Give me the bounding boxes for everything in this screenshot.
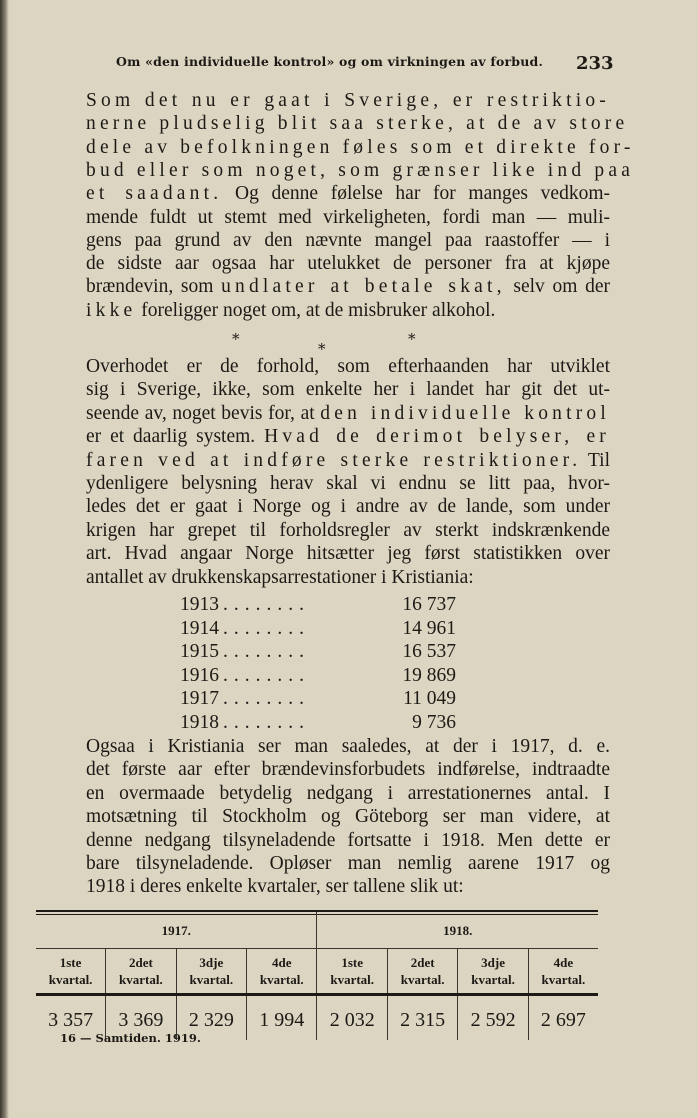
year-header: 1917. <box>36 912 317 949</box>
spaced-emphasis-text: den individuelle kontrol <box>320 402 610 424</box>
text-segment: de sidste aar ogsaa har utelukket de personer fra at kjøpe <box>86 253 610 275</box>
quarter-header-text: 4de <box>272 955 292 970</box>
arrest-value: 16 737 <box>402 594 456 615</box>
text-line <box>86 759 610 781</box>
text-line <box>86 783 610 805</box>
arrest-year: 1915 <box>180 641 219 662</box>
text-line <box>86 379 610 401</box>
text-line <box>86 403 610 425</box>
book-binding-edge <box>0 0 9 1118</box>
text-segment: antallet av drukkenskapsarrestationer i Kristiania: <box>86 566 474 588</box>
text-line <box>86 473 610 495</box>
text-line <box>86 300 610 322</box>
arrest-dots: ........ <box>223 641 310 662</box>
text-line <box>86 830 610 852</box>
quarter-header-text: kvartal. <box>189 972 234 987</box>
text-line <box>86 276 610 298</box>
text-line <box>86 90 610 112</box>
text-segment: mende fuldt ut stemt med virkeligheten, fordi man — muli- <box>86 206 610 228</box>
text-segment: en overmaade betydelig nedgang i arrestationernes antal. I <box>86 782 610 804</box>
arrest-year: 1918 <box>180 711 219 733</box>
quarter-header-text: kvartal. <box>330 972 375 987</box>
quarter-header-text: 2det <box>410 955 435 970</box>
quarter-header-text: 3dje <box>199 955 224 970</box>
text-segment: er et daarlig system. <box>86 426 265 448</box>
quarter-header <box>317 949 387 995</box>
quarter-header-text: 2det <box>128 955 153 970</box>
arrest-value: 11 049 <box>403 688 456 709</box>
arrest-row <box>180 641 456 663</box>
quarter-header-text: 3dje <box>481 955 505 970</box>
arrest-year: 1916 <box>180 664 219 686</box>
quarter-header-text: kvartal. <box>48 972 93 987</box>
arrest-dots: ........ <box>223 617 310 639</box>
text-line <box>86 230 610 252</box>
quarter-value: 3 357 <box>36 995 106 1041</box>
quarter-value: 2 329 <box>176 995 246 1041</box>
quarter-value: 2 697 <box>540 1008 586 1031</box>
quarter-header <box>106 949 176 995</box>
page-number: 233 <box>576 53 614 74</box>
text-segment: Til <box>581 449 610 471</box>
text-line <box>86 853 610 875</box>
text-segment: denne nedgang tilsyneladende fortsatte i 1918. Men dette er <box>86 829 610 851</box>
spaced-emphasis-text: nerne pludselig blit saa sterke, at de av store <box>86 113 629 135</box>
spaced-emphasis-text: undlater at betale skat, <box>221 276 506 298</box>
text-segment: selv om der <box>505 276 610 298</box>
arrest-row <box>180 665 456 687</box>
text-line <box>86 426 610 448</box>
separator-asterisk: * <box>232 330 240 348</box>
text-line <box>86 356 610 378</box>
quarter-header-text: kvartal. <box>400 972 445 987</box>
text-segment: Ogsaa i Kristiania ser man saaledes, at der i 1917, d. e. <box>86 736 610 757</box>
year-header: 1918. <box>443 922 473 938</box>
text-segment: brændevin, som <box>86 276 222 298</box>
separator-asterisk: * <box>318 340 326 358</box>
text-segment: gens paa grund av den nævnte mangel paa raastoffer — i <box>86 229 610 251</box>
text-segment: foreligger noget om, at de misbruker alkohol. <box>136 299 496 321</box>
arrest-year: 1913 <box>180 594 219 615</box>
quarter-header-text: 1ste <box>59 955 82 970</box>
arrest-dots: ........ <box>223 594 310 615</box>
spaced-emphasis-text: ikke <box>86 299 137 321</box>
running-title: Om «den individuelle kontrol» og om virkningen av forbud. <box>116 54 544 69</box>
text-segment: Og denne følelse har for manges vedkom- <box>222 183 611 205</box>
text-line <box>86 207 610 229</box>
text-segment: sig i Sverige, ikke, som enkelte her i landet har git det ut- <box>86 379 610 401</box>
arrest-value: 14 961 <box>402 617 456 639</box>
quarter-header <box>458 949 528 995</box>
text-line <box>86 159 635 182</box>
text-line <box>86 450 610 472</box>
quarter-header <box>247 949 317 995</box>
quarter-value: 3 369 <box>106 995 176 1041</box>
text-line <box>86 806 610 828</box>
text-line <box>86 183 610 205</box>
quarter-value: 2 032 <box>317 995 387 1041</box>
arrest-value: 19 869 <box>402 664 456 686</box>
quarter-header-text: 1ste <box>341 955 364 970</box>
footer-signature: 16 — Samtiden. 1919. <box>60 1031 201 1045</box>
arrest-row <box>180 712 456 734</box>
text-line <box>86 876 610 898</box>
text-segment: seende av, noget bevis for, at <box>86 402 321 424</box>
arrest-dots: ........ <box>223 664 310 686</box>
arrest-year: 1914 <box>180 617 219 639</box>
text-segment: motsætning til Stockholm og Göteborg ser man videre, at <box>86 806 610 828</box>
text-line <box>86 113 629 135</box>
text-line <box>86 136 635 159</box>
quarter-value: 2 315 <box>387 995 457 1041</box>
spaced-emphasis-text: Hvad de derimot belyser, er <box>264 426 610 448</box>
quarter-header-text: kvartal. <box>541 972 586 987</box>
text-line <box>86 567 610 589</box>
text-line <box>86 253 610 275</box>
quarter-header-text: kvartal. <box>259 972 304 987</box>
text-segment: 1918 i deres enkelte kvartaler, ser tallene slik ut: <box>86 876 464 898</box>
spaced-emphasis-text: bud eller som noget, som grænser like ind paa <box>86 159 635 181</box>
text-segment: ydenligere belysning herav skal vi endnu se litt paa, hvor- <box>86 473 610 494</box>
quarterly-arrests-table <box>36 912 598 1040</box>
text-segment: Overhodet er de forhold, som efterhaanden har utviklet <box>86 356 610 377</box>
spaced-emphasis-text: dele av befolkningen føles som et direkte for- <box>86 136 635 158</box>
text-line <box>86 520 610 542</box>
text-segment: bare tilsyneladende. Opløser man nemlig aarene 1917 og <box>86 853 610 874</box>
text-segment: krigen har grepet til forholdsregler av sterkt indskrænkende <box>86 519 610 541</box>
quarter-header <box>36 949 106 995</box>
arrest-year: 1917 <box>180 688 219 709</box>
quarter-value: 1 994 <box>247 995 317 1041</box>
quarter-header-text: kvartal. <box>119 972 163 987</box>
arrest-value: 16 537 <box>402 641 456 662</box>
text-segment: det første aar efter brændevinsforbudets indførelse, indtraadte <box>86 759 610 781</box>
spaced-emphasis-text: Som det nu er gaat i Sverige, er restriktio- <box>86 90 610 111</box>
quarter-header <box>528 949 598 995</box>
quarter-header <box>387 949 457 995</box>
separator-asterisk: * <box>408 330 416 348</box>
arrest-row <box>180 594 456 616</box>
spaced-emphasis-text: et saadant. <box>86 183 223 205</box>
text-segment: art. Hvad angaar Norge hitsætter jeg først statistikken over <box>86 543 610 565</box>
text-line <box>86 543 610 565</box>
spaced-emphasis-text: faren ved at indføre sterke restriktioner. <box>86 449 582 471</box>
text-segment: ledes det er gaat i Norge og i andre av de lande, som under <box>86 496 610 518</box>
arrest-row <box>180 618 456 640</box>
quarter-header <box>176 949 246 995</box>
quarter-value: 2 592 <box>458 995 528 1041</box>
text-line <box>86 496 610 518</box>
arrest-row <box>180 688 456 710</box>
arrest-value: 9 736 <box>412 711 456 733</box>
arrest-dots: ........ <box>223 711 310 733</box>
text-line <box>86 736 610 758</box>
arrest-dots: ........ <box>223 688 310 709</box>
quarter-header-text: kvartal. <box>471 972 515 987</box>
quarter-header-text: 4de <box>553 955 574 970</box>
